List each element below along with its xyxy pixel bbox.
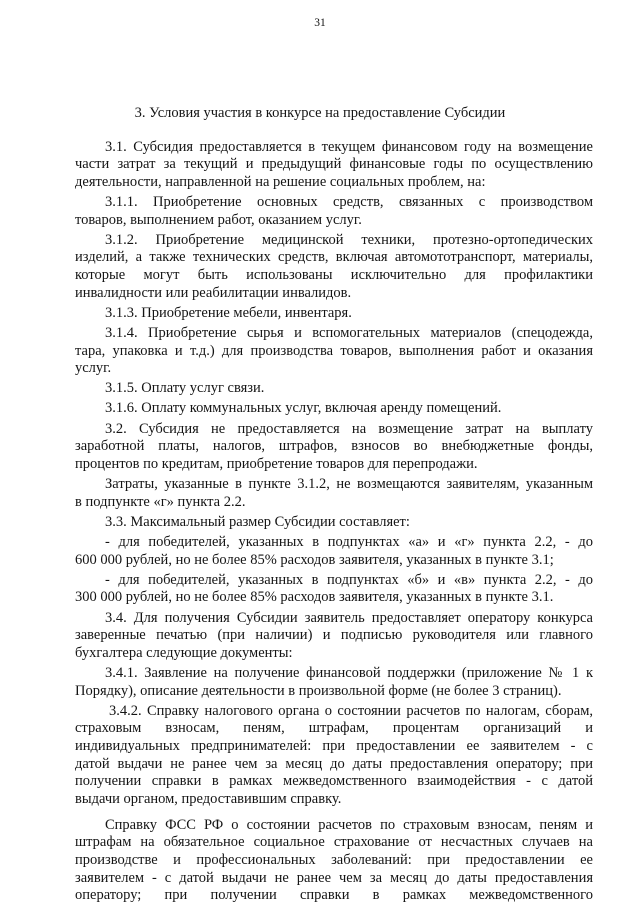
text-line: которые могут быть использованы исключительно для профилактики — [75, 266, 593, 283]
paragraph — [75, 511, 593, 531]
text-line: инвалидности или реабилитации инвалидов. — [75, 284, 352, 301]
text-line: Затраты, указанные в пункте 3.1.2, не возмещаются заявителям, указанным — [105, 476, 593, 493]
page-number: 31 — [314, 17, 326, 29]
text-line: тара, упаковка и т.д.) для производства товаров, выполнения работ и оказания — [75, 342, 593, 359]
text-line: заверенные печатью (при наличии) и подписью руководителя или главного — [75, 627, 593, 644]
text-line: 3.1.5. Оплату услуг связи. — [105, 380, 265, 397]
text-line: 3.1.6. Оплату коммунальных услуг, включая аренду помещений. — [105, 400, 502, 417]
paragraph — [75, 531, 593, 569]
text-line: получении справки в рамках межведомственного взаимодействия - с датой — [75, 773, 593, 790]
text-line: заявителем - с датой выдачи не ранее чем за месяц до даты предоставления — [75, 869, 593, 886]
text-line: 600 000 рублей, но не более 85% расходов заявителя, указанных в пункте 3.1; — [75, 551, 554, 568]
text-line: изделий, а также технических средств, включая автомототранспорт, материалы, — [75, 249, 593, 266]
text-line: - для победителей, указанных в подпунктах «а» и «г» пункта 2.2, - до — [105, 534, 593, 550]
text-line: деятельности, направленной на решение социальных проблем, на: — [75, 173, 486, 190]
text-line: 3.4. Для получения Субсидии заявитель предоставляет оператору конкурса — [105, 609, 593, 626]
text-line: оператору; при получении справки в рамках межведомственного — [75, 887, 593, 904]
text-line: заработной платы, налогов, штрафов, взносов во внебюджетные фонды, — [75, 438, 593, 455]
paragraph — [75, 662, 593, 700]
paragraph — [75, 607, 593, 662]
text-line: 3.1.2. Приобретение медицинской техники, протезно-ортопедических — [105, 231, 593, 248]
paragraph — [75, 136, 593, 191]
paragraph — [75, 378, 593, 398]
text-line: бухгалтера следующие документы: — [75, 644, 293, 661]
paragraph — [75, 418, 593, 473]
text-line: датой выдачи не ранее чем за месяц до даты предоставления оператору; при — [75, 755, 593, 772]
text-line: штрафам на обязательное социальное страхование от несчастных случаев на — [75, 834, 593, 851]
text-line: производстве и профессиональных заболеваний: при предоставлении ее — [75, 852, 593, 869]
paragraph — [75, 808, 593, 905]
paragraph — [75, 322, 593, 377]
text-line: товаров, выполнением работ, оказанием услуг. — [75, 211, 362, 228]
text-line: - для победителей, указанных в подпунктах «б» и «в» пункта 2.2, - до — [105, 571, 593, 588]
paragraph — [75, 302, 593, 322]
text-line: 3.4.1. Заявление на получение финансовой поддержки (приложение № 1 к — [105, 664, 593, 681]
text-line: части затрат за текущий и предыдущий финансовые годы по осуществлению — [75, 156, 593, 173]
paragraph — [75, 700, 593, 808]
text-line: процентов по кредитам, приобретение товаров для перепродажи. — [75, 455, 478, 472]
paragraph — [75, 398, 593, 418]
text-line: 3.1. Субсидия предоставляется в текущем финансовом году на возмещение — [105, 138, 593, 155]
text-line: Справку ФСС РФ о состоянии расчетов по страховым взносам, пеням и — [105, 816, 593, 833]
paragraph — [75, 569, 593, 607]
text-line: 3.4.2. Справку налогового органа о состоянии расчетов по налогам, сборам, — [109, 702, 593, 719]
document-body — [75, 136, 593, 905]
text-line: 3.3. Максимальный размер Субсидии составляет: — [105, 513, 410, 530]
text-line: 3.1.4. Приобретение сырья и вспомогательных материалов (спецодежда, — [105, 324, 593, 341]
text-line: 300 000 рублей, но не более 85% расходов заявителя, указанных в пункте 3.1. — [75, 589, 554, 606]
text-line: 3.1.3. Приобретение мебели, инвентаря. — [105, 304, 352, 321]
text-line: выдачи органом, предоставившим справку. — [75, 790, 342, 807]
text-line: в подпункте «г» пункта 2.2. — [75, 493, 246, 510]
text-line: Порядку), описание деятельности в произвольной форме (не более 3 страниц). — [75, 682, 562, 699]
paragraph — [75, 229, 593, 302]
text-line: индивидуальных предпринимателей: при предоставлении ее заявителем - с — [75, 737, 593, 754]
text-line: услуг. — [75, 360, 112, 377]
text-line: 3.1.1. Приобретение основных средств, связанных с производством — [105, 193, 593, 210]
paragraph — [75, 191, 593, 229]
section-heading: 3. Условия участия в конкурсе на предоставление Субсидии — [134, 105, 506, 121]
text-line: 3.2. Субсидия не предоставляется на возмещение затрат на выплату — [105, 420, 593, 437]
paragraph — [75, 473, 593, 511]
text-line: страховым взносам, пеням, штрафам, процентам организаций и — [75, 720, 593, 737]
